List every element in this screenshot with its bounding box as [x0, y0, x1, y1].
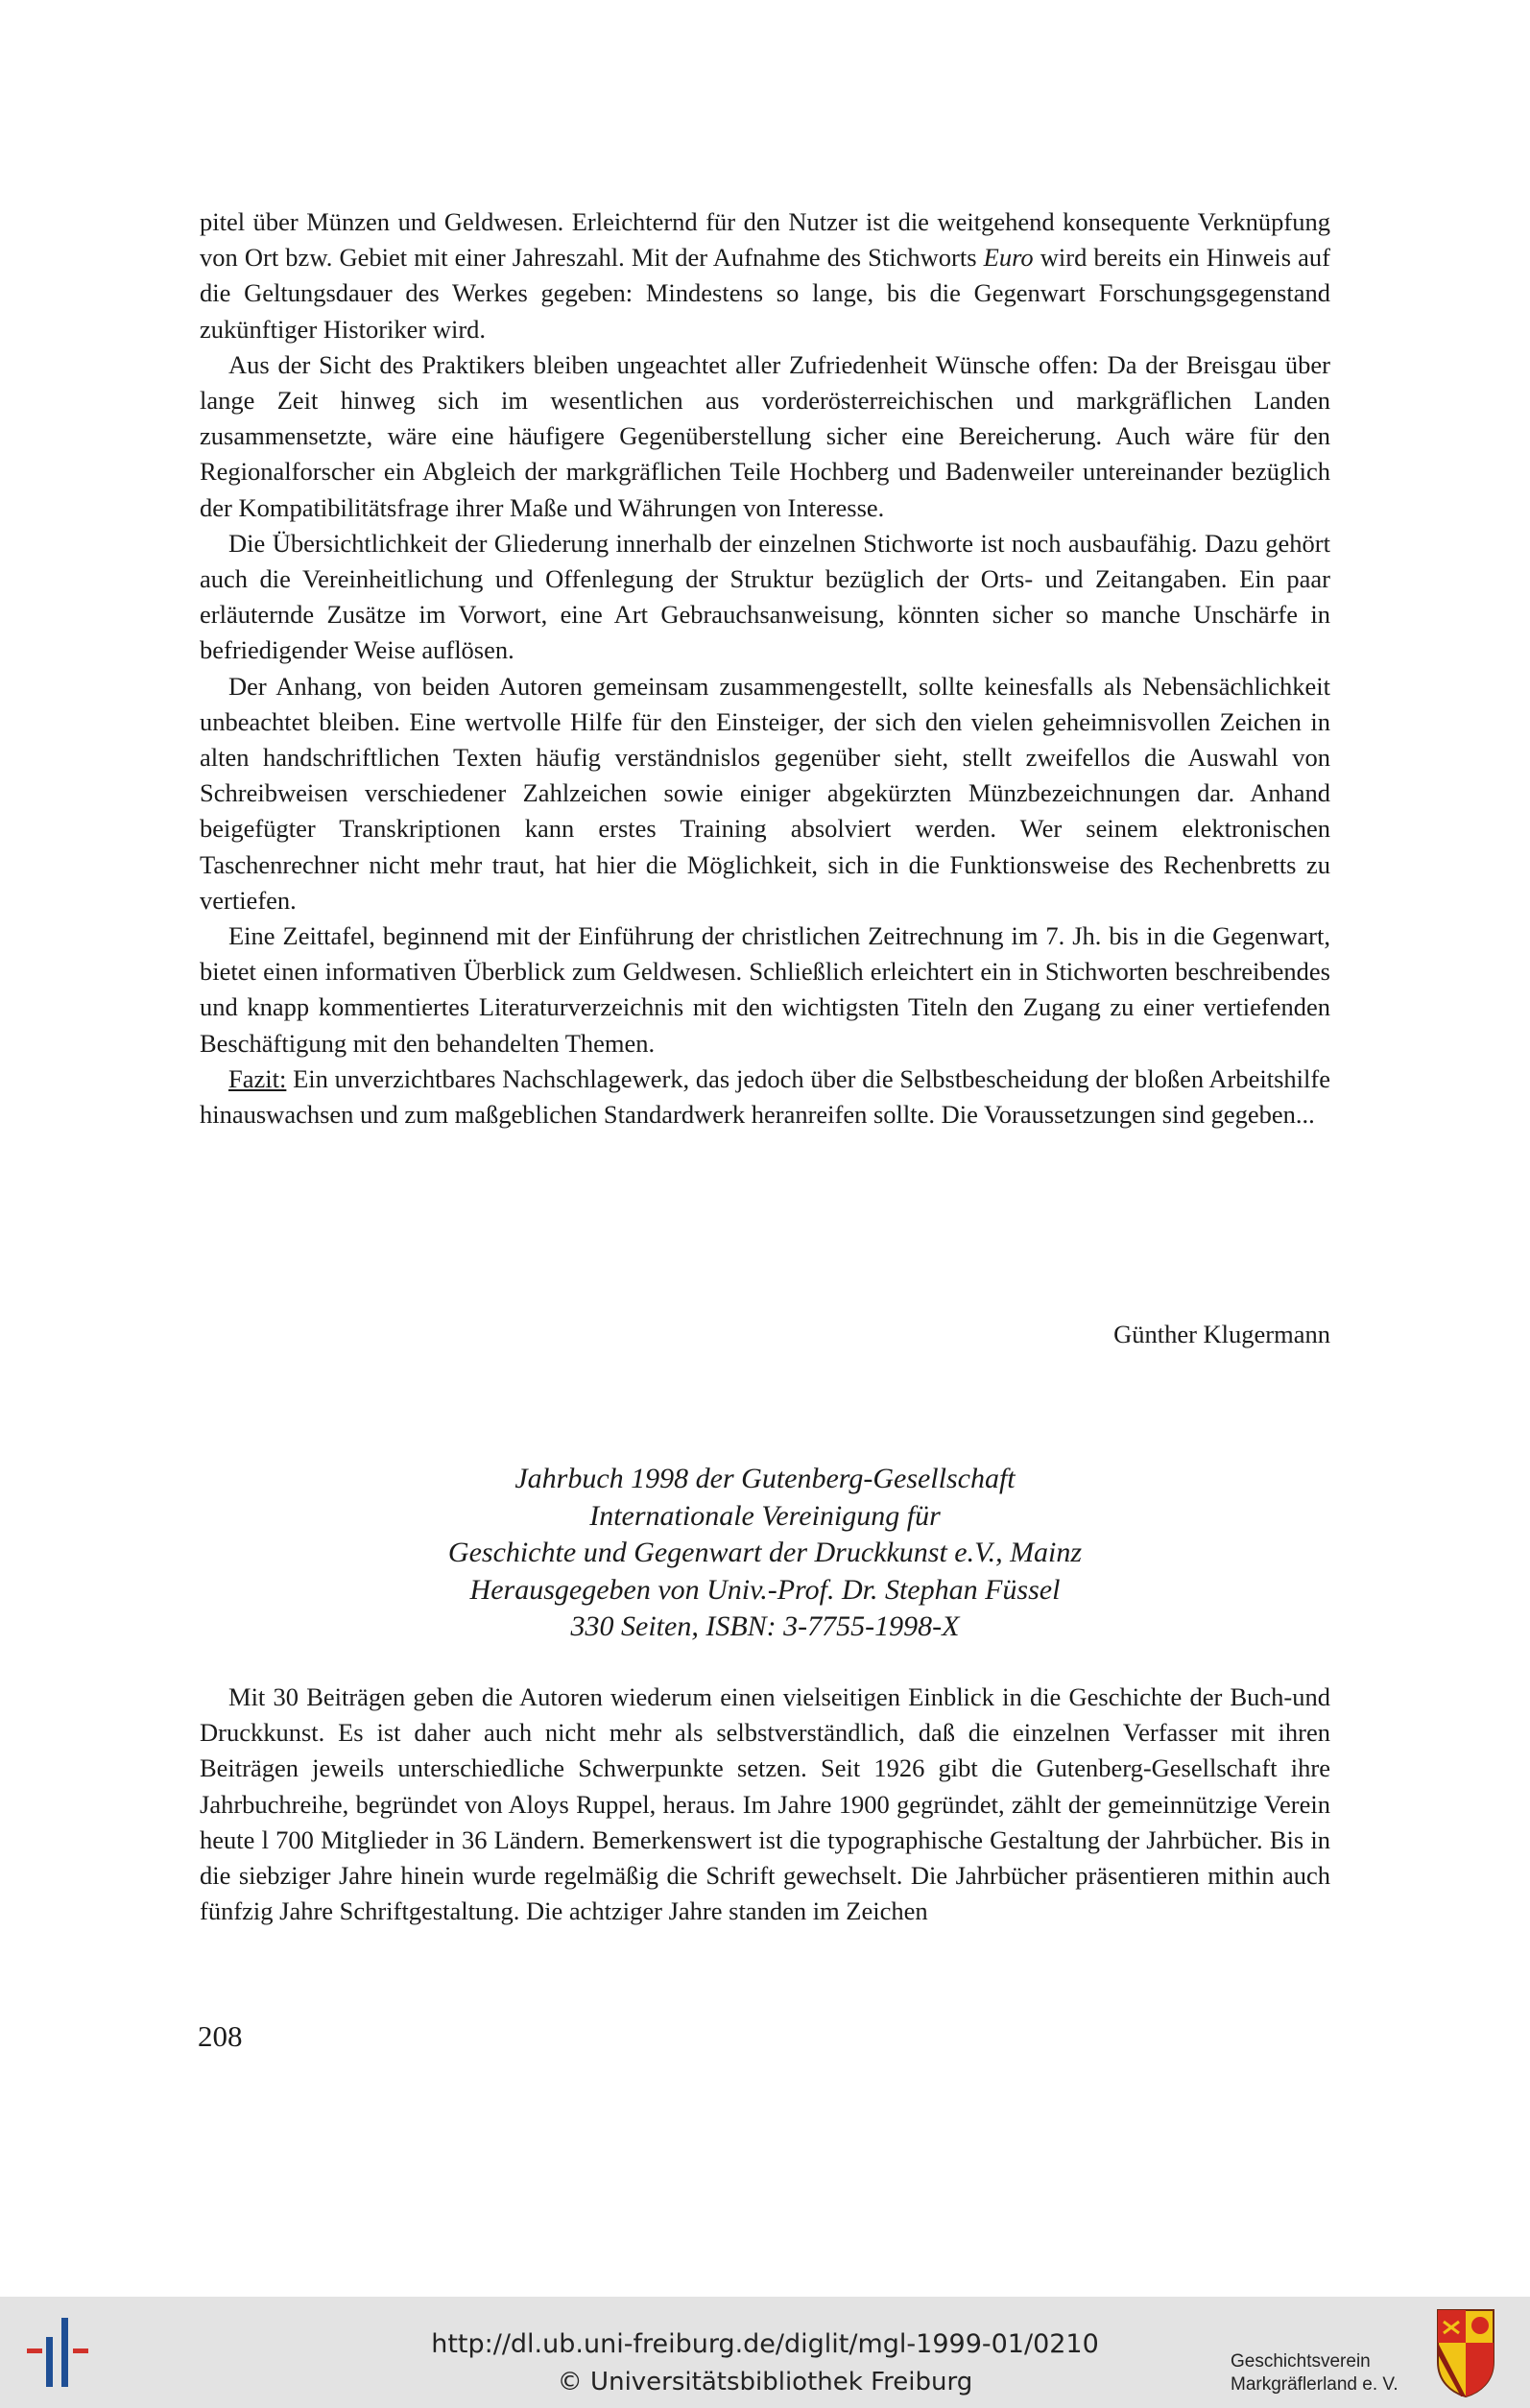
body-paragraph-3: Die Übersichtlichkeit der Gliederung innerhalb der einzelnen Stichworte ist noch ausbaufähig. Dazu gehört auch die Vereinheitlichung und Offenlegung der Struktur bezüglich der Orts- und Zeitangaben. Ein paar erläuternde Zusätze im Vorwort, eine Art Gebrauchsanweisung, könnten sicher so manche Unschärfe in befriedigender Weise auflösen.	[200, 528, 1330, 665]
review-body	[200, 204, 1330, 1132]
body-paragraph-5: Eine Zeittafel, beginnend mit der Einführung der christlichen Zeitrechnung im 7. Jh. bis in die Gegenwart, bietet einen informativen Überblick zum Geldwesen. Schließlich erleichtert ein in Stichworten beschreibendes und knapp kommentiertes Literaturverzeichnis mit den wichtigsten Titeln den Zugang zu einer vertiefenden Beschäftigung mit den behandelten Themen.	[200, 921, 1330, 1058]
review-2-body	[200, 1680, 1330, 1929]
fazit-label: Fazit:	[228, 1063, 287, 1093]
citation-line: Geschichte und Gegenwart der Druckkunst e.V., Mainz	[447, 1537, 1083, 1568]
book-citation	[200, 1461, 1330, 1646]
citation-line: Jahrbuch 1998 der Gutenberg-Gesellschaft	[514, 1463, 1016, 1494]
permalink-link[interactable]: http://dl.ub.uni-freiburg.de/diglit/mgl-1999-01/0210	[431, 2329, 1099, 2359]
author-signature: Günther Klugermann	[1113, 1320, 1330, 1348]
review-2-paragraph: Mit 30 Beiträgen geben die Autoren wiederum einen vielseitigen Einblick in die Geschichte der Buch-und Druckkunst. Es ist daher auch nicht mehr als selbstverständlich, daß die einzelnen Verfasser mit ihren Beiträgen jeweils unterschiedliche Schwerpunkte setzen. Seit 1926 gibt die Gutenberg-Gesellschaft ihre Jahrbuchreihe, begründet von Aloys Ruppel, heraus. Im Jahre 1900 gegründet, zählt der gemeinnützige Verein heute l 700 Mitglieder in 36 Ländern. Bemerkenswert ist die typographische Gestaltung der Jahrbücher. Bis in die siebziger Jahre hinein wurde regelmäßig die Schrift gewechselt. Die Jahrbücher präsentieren mithin auch fünfzig Jahre Schriftgestaltung. Die achtziger Jahre standen im Zeichen	[200, 1682, 1330, 1926]
citation-line: Internationale Vereinigung für	[589, 1499, 941, 1532]
coat-of-arms-icon	[1436, 2308, 1495, 2398]
citation-line: 330 Seiten, ISBN: 3-7755-1998-X	[570, 1610, 960, 1642]
body-paragraph-2: Aus der Sicht des Praktikers bleiben ungeachtet aller Zufriedenheit Wünsche offen: Da der Breisgau über lange Zeit hinweg sich im wesentlichen aus vorderösterreichischen und markgräflichen Landen zusammensetzte, wäre eine häufigere Gegenüberstellung sicher eine Bereicherung. Auch wäre für den Regionalforscher ein Abgleich der markgräflichen Teile Hochberg und Badenweiler untereinander bezüglich der Kompatibilitätsfrage ihrer Maße und Währungen von Interesse.	[200, 349, 1330, 522]
body-paragraph-1: pitel über Münzen und Geldwesen. Erleichternd für den Nutzer ist die weitgehend konsequente Verknüpfung von Ort bzw. Gebiet mit einer Jahreszahl. Mit der Aufnahme des Stichworts Euro wird bereits ein Hinweis auf die Geltungsdauer des Werkes gegeben: Mindestens so lange, bis die Gegenwart Forschungsgegenstand zukünftiger Historiker wird.	[200, 207, 1330, 344]
page-number: 208	[198, 2019, 243, 2053]
copyright-notice: © Universitätsbibliothek Freiburg	[557, 2368, 973, 2396]
euro-word: Euro	[983, 243, 1034, 273]
society-name: Geschichtsverein Markgräflerland e. V.	[1231, 2351, 1399, 2395]
fazit-paragraph: Fazit: Ein unverzichtbares Nachschlagewerk, das jedoch über die Selbstbescheidung der bloßen Arbeitshilfe hinauswachsen und zum maßgeblichen Standardwerk heranreifen sollte. Die Voraussetzungen sind gegeben...	[200, 1063, 1330, 1130]
body-paragraph-4: Der Anhang, von beiden Autoren gemeinsam zusammengestellt, sollte keinesfalls als Nebensächlichkeit unbeachtet bleiben. Eine wertvolle Hilfe für den Einsteiger, der sich den vielen geheimnisvollen Zeichen in alten handschriftlichen Texten häufig verständnislos gegenüber sieht, stellt zweifellos die Auswahl von Schreibweisen verschiedener Zahlzeichen sowie einiger abgekürzten Münzbezeichnungen dar. Anhand beigefügter Transkriptionen kann erstes Training absolviert werden. Wer seinem elektronischen Taschenrechner nicht mehr traut, hat hier die Möglichkeit, sich in die Funktionsweise des Rechenbretts zu vertiefen.	[200, 671, 1330, 915]
citation-line: Herausgegeben von Univ.-Prof. Dr. Stephan Füssel	[469, 1573, 1061, 1606]
footer-bar	[0, 2297, 1530, 2408]
